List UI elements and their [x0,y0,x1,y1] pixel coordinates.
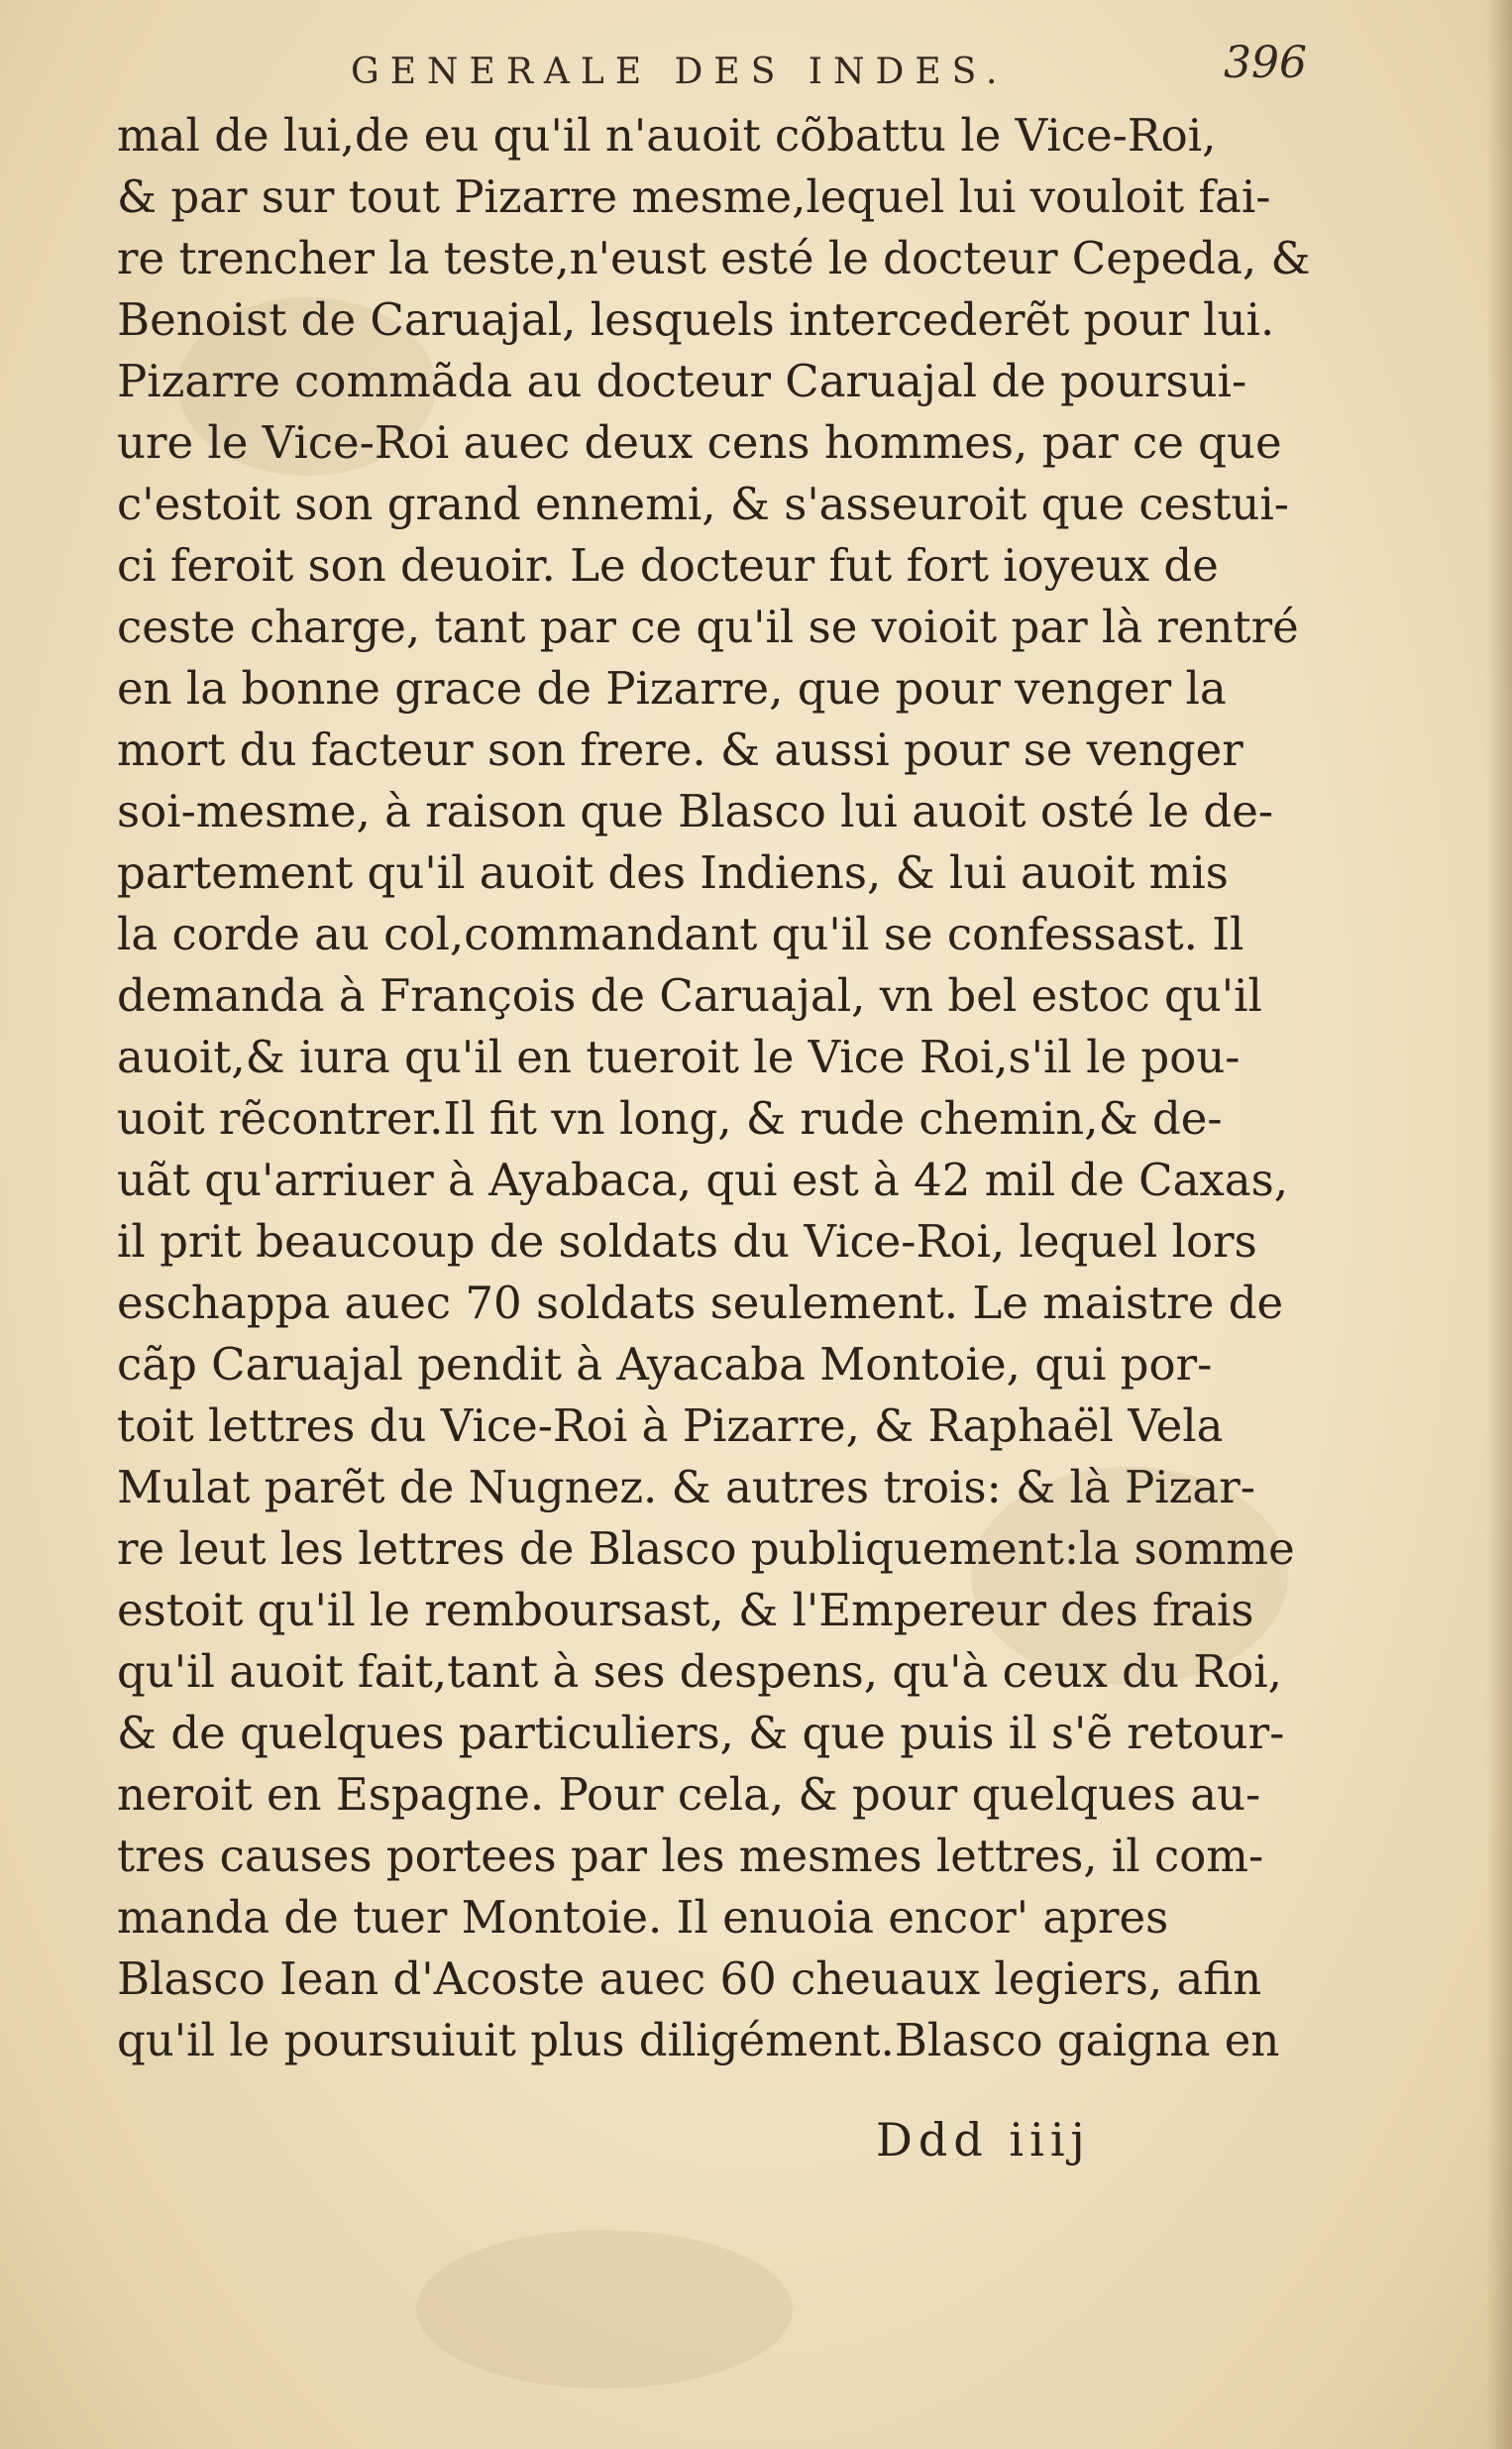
text-line: manda de tuer Montoie. Il enuoia encor' apres [117,1891,1169,1944]
text-line: auoit,& iura qu'il en tueroit le Vice Roi,s'il le pou- [117,1031,1241,1083]
text-line: & de quelques particuliers, & que puis il s'ẽ retour- [117,1707,1285,1759]
paper-stain [416,2230,793,2389]
running-head: GENERALE DES INDES. [351,52,1009,92]
text-line: uoit rẽcontrer.Il fit vn long, & rude chemin,& de- [117,1092,1223,1145]
text-line: mort du facteur son frere. & aussi pour se venger [117,724,1243,776]
text-line: la corde au col,commandant qu'il se confessast. Il [117,908,1244,960]
text-line: demanda à François de Caruajal, vn bel estoc qu'il [117,969,1262,1022]
text-line: neroit en Espagne. Pour cela, & pour quelques au- [117,1768,1261,1821]
text-line: partement qu'il auoit des Indiens, & lui auoit mis [117,846,1229,899]
signature-mark: Ddd iiij [876,2113,1091,2167]
text-line: re trencher la teste,n'eust esté le docteur Cepeda, & [117,232,1311,284]
body-text [117,105,1326,2071]
text-line: soi-mesme, à raison que Blasco lui auoit osté le de- [117,785,1274,837]
text-line: re leut les lettres de Blasco publiquement:la somme [117,1522,1295,1575]
text-line: Mulat parẽt de Nugnez. & autres trois: & là Pizar- [117,1461,1255,1513]
text-line: c'estoit son grand ennemi, & s'asseuroit que cestui- [117,478,1290,530]
text-line: ure le Vice-Roi auec deux cens hommes, par ce que [117,416,1282,469]
text-line: en la bonne grace de Pizarre, que pour venger la [117,662,1227,715]
text-line: Blasco Iean d'Acoste auec 60 cheuaux legiers, afin [117,1952,1262,2005]
text-line: toit lettres du Vice-Roi à Pizarre, & Raphaël Vela [117,1399,1224,1452]
page-edge-shadow [1486,0,1512,2449]
text-line: Benoist de Caruajal, lesquels intercederẽt pour lui. [117,293,1275,346]
text-line: eschappa auec 70 soldats seulement. Le maistre de [117,1277,1284,1329]
text-line: & par sur tout Pizarre mesme,lequel lui vouloit fai- [117,170,1271,223]
text-line: il prit beaucoup de soldats du Vice-Roi, lequel lors [117,1215,1257,1268]
text-line: qu'il le poursuiuit plus diligément.Blasco gaigna en [117,2014,1280,2066]
text-line: uãt qu'arriuer à Ayabaca, qui est à 42 mil de Caxas, [117,1154,1289,1206]
text-line: qu'il auoit fait,tant à ses despens, qu'à ceux du Roi, [117,1645,1282,1698]
text-line: Pizarre commãda au docteur Caruajal de poursui- [117,355,1247,407]
text-line: tres causes portees par les mesmes lettres, il com- [117,1830,1264,1882]
text-line: ci feroit son deuoir. Le docteur fut fort ioyeux de [117,539,1219,592]
page-number: 396 [1224,38,1307,88]
text-line: estoit qu'il le remboursast, & l'Empereur des frais [117,1584,1254,1636]
text-line: ceste charge, tant par ce qu'il se voioit par là rentré [117,601,1299,653]
text-line: cãp Caruajal pendit à Ayacaba Montoie, qui por- [117,1338,1213,1391]
text-line: mal de lui,de eu qu'il n'auoit cõbattu le Vice-Roi, [117,109,1217,162]
